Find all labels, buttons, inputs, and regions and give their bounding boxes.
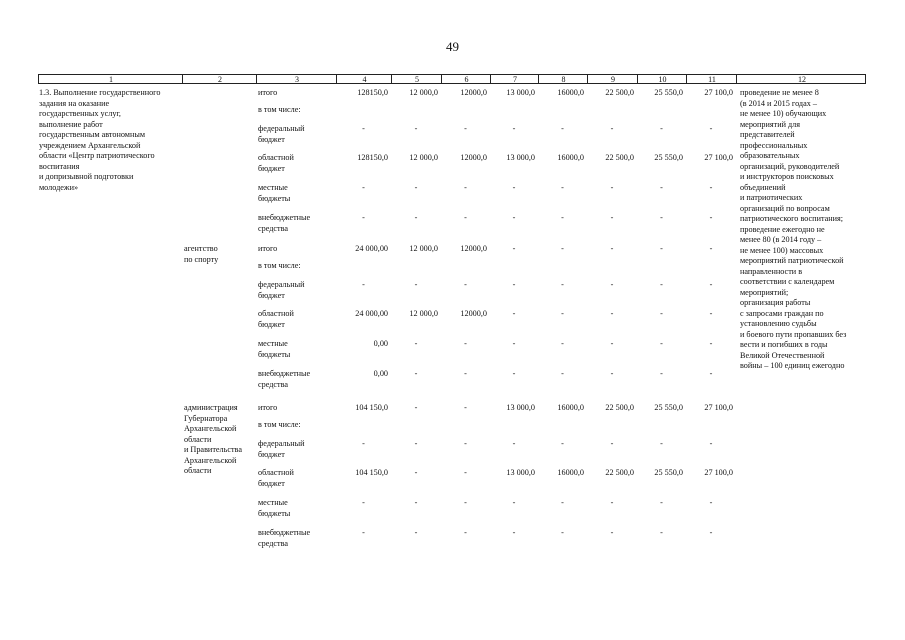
expected-result-line: организаций по вопросам bbox=[740, 203, 830, 213]
funding-amount-cell: 24 000,00 bbox=[355, 244, 388, 253]
funding-amount-cell: - bbox=[512, 439, 516, 448]
funding-amount-cell: 27 100,0 bbox=[704, 403, 733, 412]
funding-amount-cell: - bbox=[660, 339, 663, 348]
header-column-number: 11 bbox=[708, 75, 716, 84]
expected-result-line: профессиональных bbox=[740, 140, 808, 150]
executor-line: администрация bbox=[184, 403, 238, 412]
expected-result-line: Великой Отечественной bbox=[740, 350, 825, 360]
funding-amount-cell: 12 000,0 bbox=[409, 153, 438, 162]
funding-source-label: в том числе: bbox=[258, 105, 301, 114]
expected-result-line: соответствии с календарем bbox=[740, 277, 835, 286]
expected-result-line: объединений bbox=[740, 182, 786, 192]
expected-result-line: вести и погибших в годы bbox=[740, 340, 828, 349]
funding-amount-cell: 22 500,0 bbox=[605, 468, 634, 477]
funding-amount-cell: - bbox=[660, 124, 663, 133]
funding-amount-cell: - bbox=[561, 528, 564, 537]
funding-amount-cell: - bbox=[512, 124, 516, 133]
funding-source-label: средства bbox=[258, 538, 289, 548]
funding-amount-cell: - bbox=[414, 498, 418, 507]
funding-amount-cell: - bbox=[464, 369, 467, 378]
header-column-number: 9 bbox=[611, 75, 615, 84]
funding-amount-cell: 16000,0 bbox=[557, 88, 584, 97]
funding-amount-cell: - bbox=[561, 309, 564, 318]
funding-amount-cell: - bbox=[414, 339, 418, 348]
header-column-number: 10 bbox=[658, 75, 667, 84]
expected-result-line: организация работы bbox=[740, 298, 811, 307]
funding-amount-cell: 12000,0 bbox=[460, 309, 487, 318]
funding-source-label: бюджеты bbox=[258, 508, 291, 518]
funding-source-label: областной bbox=[258, 309, 294, 318]
funding-amount-cell: - bbox=[512, 498, 516, 507]
funding-amount-cell: - bbox=[610, 439, 614, 448]
funding-amount-cell: - bbox=[610, 244, 614, 253]
funding-source-label: бюджет bbox=[258, 163, 285, 173]
funding-amount-cell: - bbox=[561, 183, 564, 192]
funding-amount-cell: - bbox=[414, 280, 418, 289]
funding-amount-cell: - bbox=[709, 369, 713, 378]
funding-source-label: итого bbox=[258, 244, 278, 253]
funding-amount-cell: - bbox=[709, 244, 713, 253]
executor-line: по спорту bbox=[184, 254, 219, 264]
funding-amount-cell: - bbox=[362, 213, 365, 222]
executor-line: Архангельской bbox=[184, 455, 237, 465]
executor-line: Губернатора bbox=[184, 413, 228, 423]
header-column-number: 4 bbox=[362, 75, 367, 84]
funding-amount-cell: - bbox=[610, 213, 614, 222]
header-column-number: 2 bbox=[218, 75, 222, 84]
measure-description-line: 1.3. Выполнение государственного bbox=[39, 88, 161, 97]
funding-source-label: итого bbox=[258, 403, 278, 412]
executor-line: области bbox=[184, 466, 212, 475]
funding-amount-cell: - bbox=[362, 124, 365, 133]
expected-result-line: не менее 100) массовых bbox=[740, 245, 824, 255]
funding-amount-cell: - bbox=[512, 339, 516, 348]
funding-amount-cell: - bbox=[660, 183, 663, 192]
expected-result-line: мероприятий для bbox=[740, 119, 801, 129]
funding-source-label: бюджеты bbox=[258, 349, 291, 359]
expected-result-line: направленности в bbox=[740, 266, 803, 276]
header-column-number: 5 bbox=[415, 75, 419, 84]
funding-amount-cell: - bbox=[610, 498, 614, 507]
funding-amount-cell: - bbox=[414, 439, 418, 448]
funding-amount-cell: 12000,0 bbox=[460, 244, 487, 253]
header-column-number: 3 bbox=[295, 75, 299, 84]
funding-amount-cell: 27 100,0 bbox=[704, 468, 733, 477]
funding-source-label: областной bbox=[258, 468, 294, 477]
funding-amount-cell: 25 550,0 bbox=[654, 88, 683, 97]
funding-amount-cell: - bbox=[414, 183, 418, 192]
measure-description-line: выполнение работ bbox=[39, 119, 103, 129]
funding-amount-cell: - bbox=[362, 498, 365, 507]
funding-amount-cell: 25 550,0 bbox=[654, 468, 683, 477]
funding-amount-cell: 22 500,0 bbox=[605, 153, 634, 162]
funding-amount-cell: - bbox=[512, 528, 516, 537]
funding-amount-cell: 12 000,0 bbox=[409, 244, 438, 253]
funding-source-label: областной bbox=[258, 153, 294, 162]
funding-amount-cell: - bbox=[464, 403, 467, 412]
expected-result-line: установлению судьбы bbox=[740, 319, 817, 328]
funding-amount-cell: 22 500,0 bbox=[605, 88, 634, 97]
funding-amount-cell: 22 500,0 bbox=[605, 403, 634, 412]
executor-line: и Правительства bbox=[184, 445, 242, 454]
funding-source-label: в том числе: bbox=[258, 261, 301, 270]
funding-source-label: внебюджетные bbox=[258, 213, 311, 222]
funding-amount-cell: - bbox=[709, 213, 713, 222]
expected-result-line: мероприятий патриотической bbox=[740, 256, 844, 265]
expected-result-line: организаций, руководителей bbox=[740, 161, 840, 171]
funding-amount-cell: - bbox=[561, 498, 564, 507]
expected-result-line: войны – 100 единиц ежегодно bbox=[740, 361, 845, 370]
funding-amount-cell: - bbox=[610, 339, 614, 348]
funding-source-label: бюджет bbox=[258, 134, 285, 144]
funding-amount-cell: - bbox=[512, 280, 516, 289]
funding-amount-cell: - bbox=[362, 439, 365, 448]
funding-amount-cell: - bbox=[464, 183, 467, 192]
expected-result-line: менее 80 (в 2014 году – bbox=[740, 235, 822, 244]
funding-amount-cell: - bbox=[709, 528, 713, 537]
expected-result-line: представителей bbox=[740, 130, 795, 139]
funding-amount-cell: - bbox=[660, 280, 663, 289]
funding-amount-cell: - bbox=[561, 244, 564, 253]
funding-amount-cell: 12000,0 bbox=[460, 153, 487, 162]
funding-source-label: местные bbox=[258, 498, 288, 507]
funding-amount-cell: - bbox=[709, 183, 713, 192]
expected-result-line: проведение ежегодно не bbox=[740, 224, 825, 234]
funding-amount-cell: - bbox=[512, 309, 516, 318]
funding-amount-cell: - bbox=[464, 124, 467, 133]
funding-amount-cell: - bbox=[512, 183, 516, 192]
funding-amount-cell: 0,00 bbox=[373, 339, 388, 348]
funding-amount-cell: - bbox=[414, 528, 418, 537]
funding-source-label: средства bbox=[258, 223, 289, 233]
funding-amount-cell: - bbox=[660, 498, 663, 507]
funding-source-label: средства bbox=[258, 379, 289, 389]
funding-amount-cell: - bbox=[464, 213, 467, 222]
funding-amount-cell: - bbox=[709, 498, 713, 507]
executor-line: Архангельской bbox=[184, 424, 237, 433]
funding-source-label: федеральный bbox=[258, 124, 305, 133]
funding-amount-cell: 128150,0 bbox=[357, 153, 388, 162]
executor-line: агентство bbox=[184, 244, 218, 253]
funding-amount-cell: 13 000,0 bbox=[506, 403, 535, 412]
funding-amount-cell: - bbox=[464, 439, 467, 448]
funding-amount-cell: - bbox=[362, 528, 365, 537]
expected-result-line: и инструкторов поисковых bbox=[740, 172, 834, 181]
funding-source-label: бюджет bbox=[258, 290, 285, 300]
funding-amount-cell: 25 550,0 bbox=[654, 153, 683, 162]
funding-amount-cell: - bbox=[709, 309, 713, 318]
funding-amount-cell: 25 550,0 bbox=[654, 403, 683, 412]
funding-amount-cell: 12 000,0 bbox=[409, 309, 438, 318]
expected-result-line: патриотического воспитания; bbox=[740, 214, 844, 223]
funding-amount-cell: - bbox=[660, 213, 663, 222]
funding-amount-cell: - bbox=[362, 183, 365, 192]
funding-amount-cell: - bbox=[660, 244, 663, 253]
funding-amount-cell: - bbox=[610, 183, 614, 192]
expected-result-line: и боевого пути пропавших без bbox=[740, 329, 847, 339]
funding-source-label: внебюджетные bbox=[258, 528, 311, 537]
funding-source-label: федеральный bbox=[258, 280, 305, 289]
funding-amount-cell: 128150,0 bbox=[357, 88, 388, 97]
measure-description-line: молодежи» bbox=[39, 182, 79, 192]
funding-amount-cell: - bbox=[660, 369, 663, 378]
funding-amount-cell: - bbox=[561, 213, 564, 222]
funding-amount-cell: 12000,0 bbox=[460, 88, 487, 97]
funding-amount-cell: 104 150,0 bbox=[355, 403, 388, 412]
executor-line: области bbox=[184, 434, 212, 444]
expected-result-line: с запросами граждан по bbox=[740, 308, 824, 318]
funding-amount-cell: - bbox=[464, 528, 467, 537]
funding-amount-cell: - bbox=[414, 213, 418, 222]
funding-amount-cell: 104 150,0 bbox=[355, 468, 388, 477]
funding-amount-cell: - bbox=[660, 439, 663, 448]
measure-description-line: государственным автономным bbox=[39, 130, 146, 139]
funding-amount-cell: - bbox=[610, 124, 614, 133]
funding-amount-cell: - bbox=[414, 124, 418, 133]
header-column-number: 12 bbox=[798, 75, 806, 84]
funding-amount-cell: - bbox=[414, 468, 418, 477]
funding-source-label: внебюджетные bbox=[258, 369, 311, 378]
expected-result-line: проведение не менее 8 bbox=[740, 88, 819, 97]
funding-amount-cell: - bbox=[660, 309, 663, 318]
funding-amount-cell: 24 000,00 bbox=[355, 309, 388, 318]
funding-amount-cell: - bbox=[561, 124, 564, 133]
funding-amount-cell: - bbox=[414, 369, 418, 378]
funding-source-label: в том числе: bbox=[258, 420, 301, 429]
measure-description-line: воспитания bbox=[39, 161, 80, 171]
expected-result-line: не менее 10) обучающих bbox=[740, 109, 827, 118]
funding-amount-cell: - bbox=[709, 280, 713, 289]
header-column-number: 6 bbox=[464, 75, 469, 84]
measure-description-line: и допризывной подготовки bbox=[39, 172, 134, 181]
funding-amount-cell: - bbox=[512, 213, 516, 222]
funding-amount-cell: 13 000,0 bbox=[506, 468, 535, 477]
expected-result-line: мероприятий; bbox=[740, 287, 789, 297]
funding-amount-cell: - bbox=[561, 280, 564, 289]
funding-amount-cell: - bbox=[561, 339, 564, 348]
expected-result-line: и патриотических bbox=[740, 193, 803, 202]
funding-amount-cell: 12 000,0 bbox=[409, 88, 438, 97]
funding-amount-cell: - bbox=[464, 280, 467, 289]
measure-description-line: задания на оказание bbox=[39, 98, 110, 108]
funding-amount-cell: - bbox=[610, 369, 614, 378]
funding-amount-cell: 16000,0 bbox=[557, 153, 584, 162]
funding-amount-cell: 0,00 bbox=[373, 369, 388, 378]
funding-amount-cell: 16000,0 bbox=[557, 468, 584, 477]
header-column-number: 7 bbox=[513, 75, 517, 84]
funding-source-label: местные bbox=[258, 339, 288, 348]
funding-amount-cell: 27 100,0 bbox=[704, 88, 733, 97]
funding-source-label: бюджеты bbox=[258, 193, 291, 203]
funding-amount-cell: 27 100,0 bbox=[704, 153, 733, 162]
measure-description-line: учреждением Архангельской bbox=[39, 140, 141, 150]
table-header-row bbox=[38, 74, 866, 84]
page-number: 49 bbox=[446, 39, 459, 54]
funding-amount-cell: - bbox=[561, 369, 564, 378]
measure-description-line: государственных услуг, bbox=[39, 109, 121, 118]
header-column-number: 1 bbox=[109, 75, 113, 84]
funding-amount-cell: - bbox=[610, 309, 614, 318]
expected-result-line: (в 2014 и 2015 годах – bbox=[740, 98, 817, 108]
funding-amount-cell: 13 000,0 bbox=[506, 88, 535, 97]
funding-amount-cell: - bbox=[709, 439, 713, 448]
funding-amount-cell: - bbox=[610, 528, 614, 537]
funding-amount-cell: 16000,0 bbox=[557, 403, 584, 412]
funding-amount-cell: - bbox=[709, 124, 713, 133]
funding-amount-cell: - bbox=[464, 339, 467, 348]
funding-source-label: бюджет bbox=[258, 449, 285, 459]
funding-source-label: местные bbox=[258, 183, 288, 192]
expected-result-line: образовательных bbox=[740, 151, 800, 160]
funding-source-label: федеральный bbox=[258, 439, 305, 448]
funding-source-label: итого bbox=[258, 88, 278, 97]
funding-amount-cell: 13 000,0 bbox=[506, 153, 535, 162]
funding-amount-cell: - bbox=[660, 528, 663, 537]
funding-amount-cell: - bbox=[414, 403, 418, 412]
funding-amount-cell: - bbox=[512, 369, 516, 378]
funding-amount-cell: - bbox=[362, 280, 365, 289]
funding-source-label: бюджет bbox=[258, 319, 285, 329]
header-column-number: 8 bbox=[561, 75, 566, 84]
funding-amount-cell: - bbox=[610, 280, 614, 289]
funding-amount-cell: - bbox=[561, 439, 564, 448]
measure-description-line: области «Центр патриотического bbox=[39, 151, 155, 160]
funding-amount-cell: - bbox=[512, 244, 516, 253]
funding-amount-cell: - bbox=[464, 498, 467, 507]
funding-amount-cell: - bbox=[709, 339, 713, 348]
funding-source-label: бюджет bbox=[258, 478, 285, 488]
funding-amount-cell: - bbox=[464, 468, 467, 477]
